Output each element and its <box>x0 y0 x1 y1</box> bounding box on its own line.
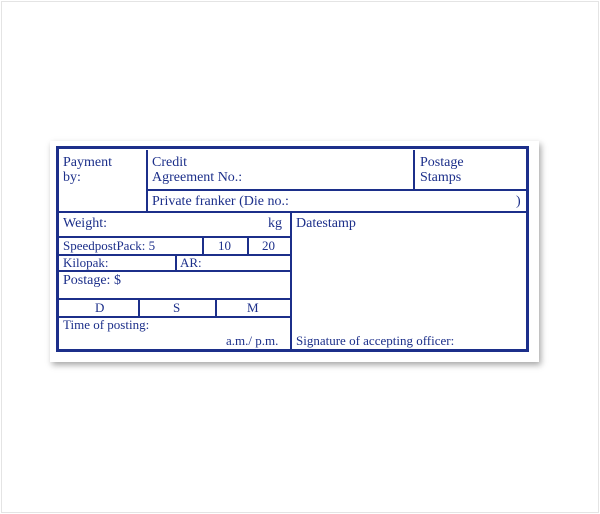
agreement-no-label: Agreement No.: <box>152 170 243 185</box>
weight-label: Weight: <box>63 216 107 231</box>
divider-payment-credit <box>146 150 148 212</box>
divider-top-band <box>58 211 527 213</box>
time-of-posting-label: Time of posting: <box>63 317 150 332</box>
speedpost-20-label: 20 <box>262 238 275 253</box>
credit-label: Credit <box>152 155 187 170</box>
divider-kilopak-ar <box>175 254 177 271</box>
divider-s-m <box>215 298 217 317</box>
postage-stamps-label: Postage Stamps <box>420 155 464 185</box>
divider-credit-franker <box>146 189 527 191</box>
divider-speedpost-20 <box>247 236 249 255</box>
divider-d-s <box>138 298 140 317</box>
speedpost-10-label: 10 <box>218 238 231 253</box>
private-franker-close-paren: ) <box>516 194 521 209</box>
kilopak-label: Kilopak: <box>63 255 109 270</box>
dsm-s-label: S <box>173 300 181 315</box>
am-pm-label: a.m./ p.m. <box>226 333 279 348</box>
signature-label: Signature of accepting officer: <box>296 333 455 348</box>
payment-by-label: Payment by: <box>63 155 112 185</box>
divider-left-datestamp <box>290 211 292 351</box>
private-franker-label: Private franker (Die no.: <box>152 194 289 209</box>
kg-unit-label: kg <box>268 216 282 231</box>
dsm-d-label: D <box>95 300 105 315</box>
divider-speedpost-10 <box>202 236 204 255</box>
postage-amount-label: Postage: $ <box>63 273 121 288</box>
dsm-m-label: M <box>247 300 259 315</box>
divider-credit-stamps <box>413 150 415 190</box>
speedpost-pack-label: SpeedpostPack: 5 <box>63 238 156 253</box>
datestamp-label: Datestamp <box>296 216 356 231</box>
ar-label: AR: <box>180 255 202 270</box>
